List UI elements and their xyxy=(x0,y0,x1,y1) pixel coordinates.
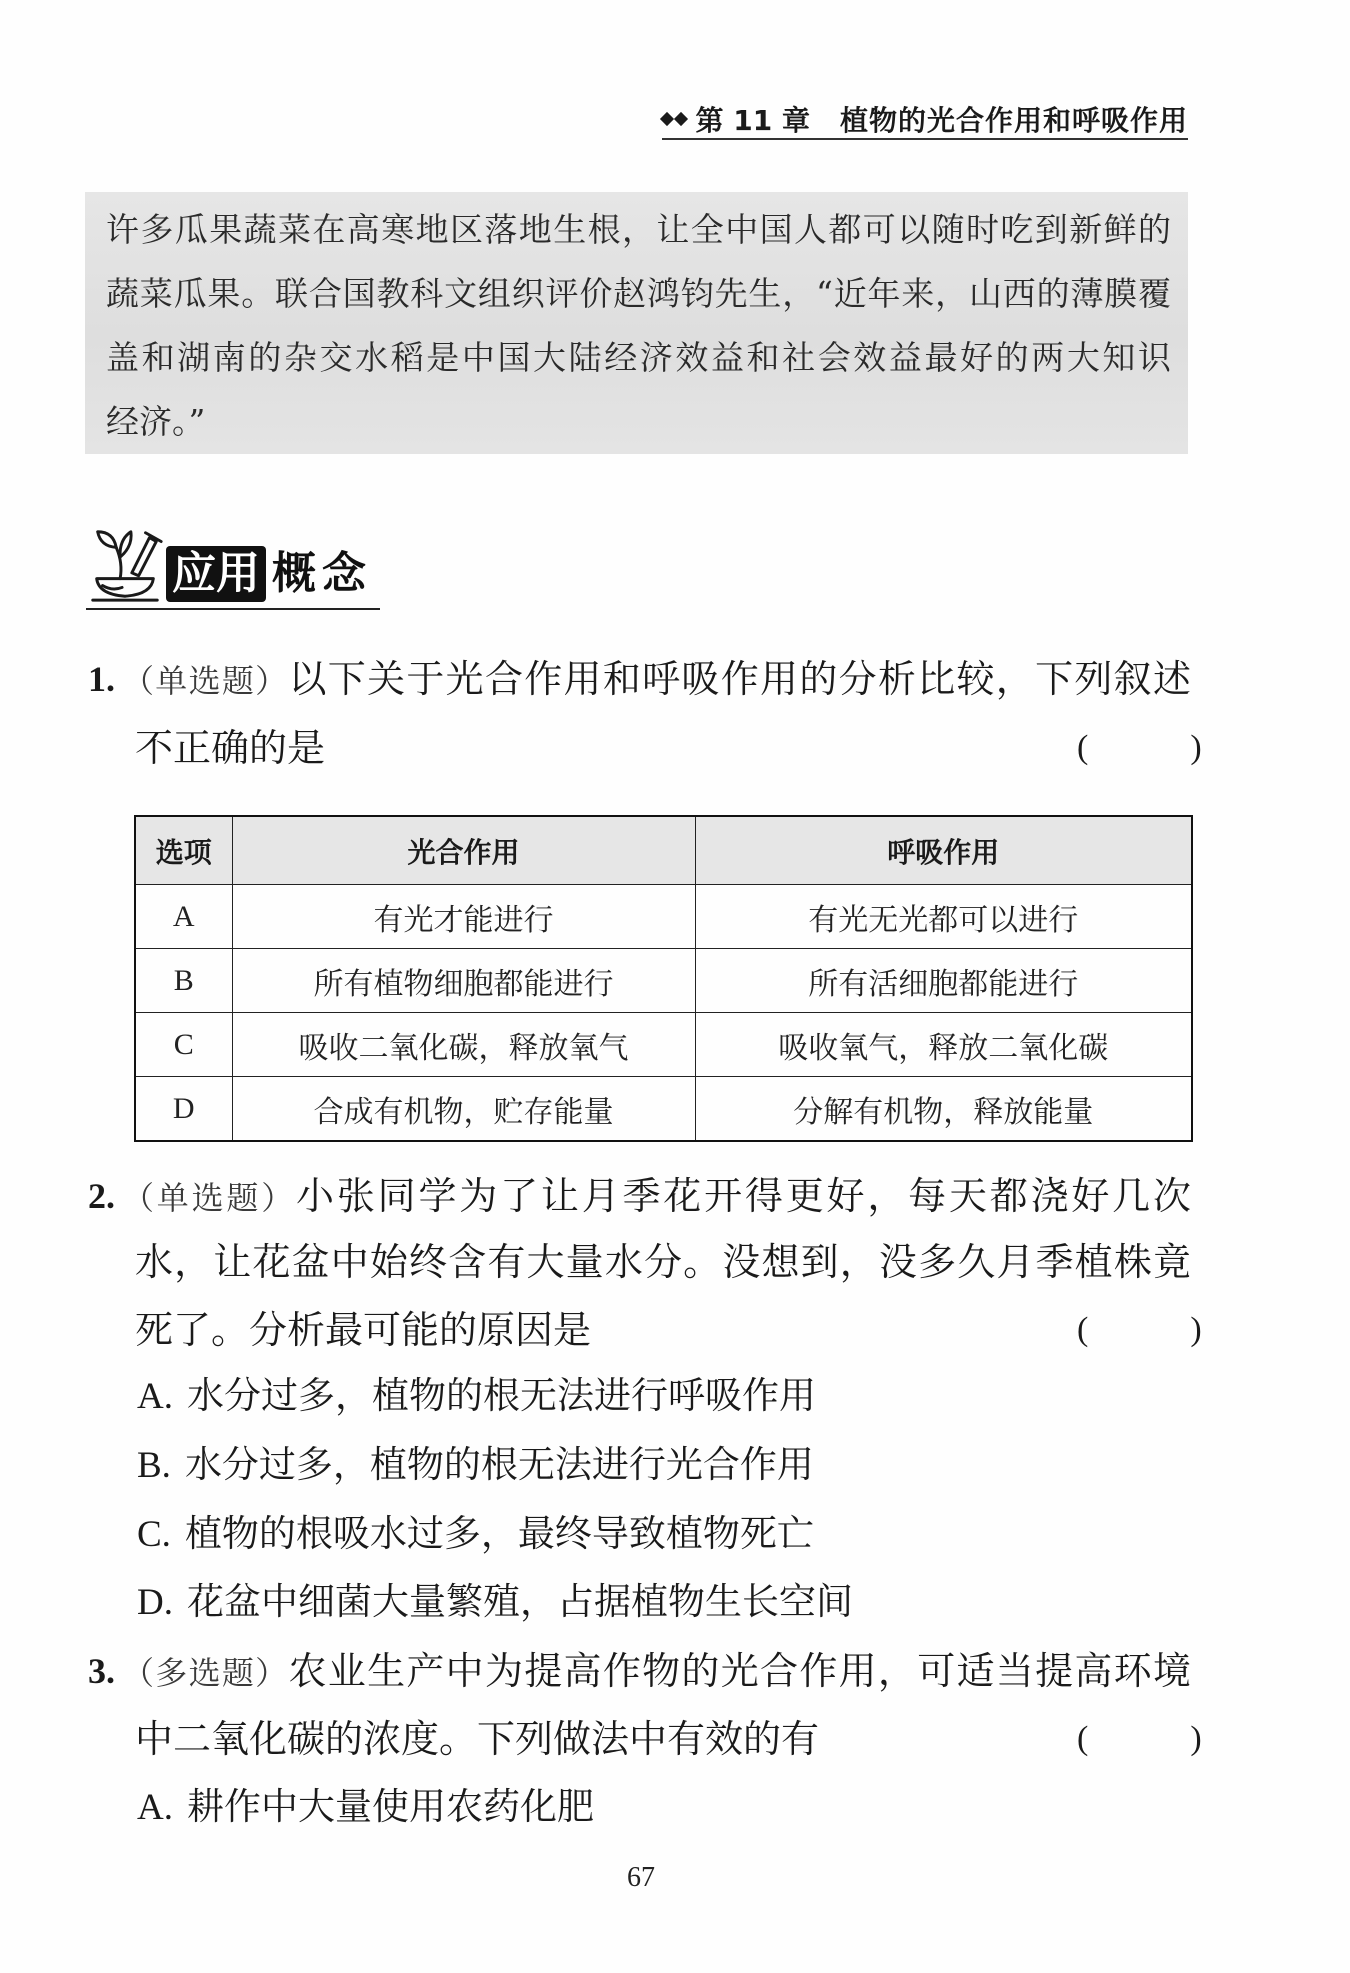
table-cell: D xyxy=(135,1077,232,1142)
option-text: 水分过多，植物的根无法进行光合作用 xyxy=(184,1443,814,1486)
answer-bracket: ( ) xyxy=(1077,729,1202,766)
question-line: 死了。分析最可能的原因是 xyxy=(135,1308,592,1352)
section-highlight: 应用 xyxy=(166,546,266,602)
option-label: D. xyxy=(137,1582,173,1623)
question-type: （单选题） xyxy=(122,662,289,700)
double-diamond-icon xyxy=(662,114,692,124)
option-d xyxy=(137,1568,853,1636)
table-cell: B xyxy=(135,949,232,1013)
option-text: 水分过多，植物的根无法进行呼吸作用 xyxy=(186,1374,816,1417)
table-row xyxy=(135,949,1192,1013)
question-text: 小张同学为了让月季花开得更好，每天都浇好几次 xyxy=(296,1174,1191,1218)
option-b xyxy=(137,1431,814,1499)
option-label: C. xyxy=(137,1514,171,1555)
intro-box xyxy=(85,192,1188,454)
option-text: 耕作中大量使用农药化肥 xyxy=(186,1785,594,1828)
answer-bracket: ( ) xyxy=(1077,1720,1202,1757)
column-header: 选项 xyxy=(135,816,232,885)
option-text: 花盆中细菌大量繁殖，占据植物生长空间 xyxy=(186,1580,853,1623)
plant-lab-icon xyxy=(86,522,164,606)
table-cell: 分解有机物，释放能量 xyxy=(695,1077,1192,1142)
table-header-row xyxy=(135,816,1192,885)
question-line xyxy=(122,645,1191,713)
question-number: 2. xyxy=(88,1176,115,1216)
option-label: A. xyxy=(137,1376,173,1417)
question-line: 中二氧化碳的浓度。下列做法中有效的有 xyxy=(135,1717,820,1761)
column-header: 光合作用 xyxy=(232,816,695,885)
table-row xyxy=(135,1013,1192,1077)
intro-line: 许多瓜果蔬菜在高寒地区落地生根，让全中国人都可以随时吃到新鲜的 xyxy=(106,210,1171,249)
page-number: 67 xyxy=(627,1862,655,1893)
question-line xyxy=(122,1637,1191,1705)
section-label: 概念 xyxy=(272,548,372,599)
section-title xyxy=(86,520,380,610)
table-cell: 合成有机物，贮存能量 xyxy=(232,1077,695,1142)
question-number: 1. xyxy=(88,659,115,699)
intro-line: 盖和湖南的杂交水稻是中国大陆经济效益和社会效益最好的两大知识 xyxy=(106,338,1171,377)
option-label: A. xyxy=(137,1787,173,1828)
question-number: 3. xyxy=(88,1651,115,1691)
intro-line: 经济。” xyxy=(106,402,206,441)
table-cell: 所有植物细胞都能进行 xyxy=(232,949,695,1013)
question-text: 以下关于光合作用和呼吸作用的分析比较，下列叙述 xyxy=(288,657,1191,701)
question-line: 水，让花盆中始终含有大量水分。没想到，没多久月季植株竟 xyxy=(135,1240,1191,1284)
table-row xyxy=(135,1077,1192,1142)
option-text: 植物的根吸水过多，最终导致植物死亡 xyxy=(184,1512,814,1555)
table-cell: 吸收二氧化碳，释放氧气 xyxy=(232,1013,695,1077)
column-header: 呼吸作用 xyxy=(695,816,1192,885)
option-c xyxy=(137,1500,814,1568)
option-label: B. xyxy=(137,1445,171,1486)
intro-line: 蔬菜瓜果。联合国教科文组织评价赵鸿钧先生，“近年来，山西的薄膜覆 xyxy=(106,274,1171,313)
answer-bracket: ( ) xyxy=(1077,1311,1202,1348)
question-line xyxy=(122,1162,1191,1230)
table-cell: 所有活细胞都能进行 xyxy=(695,949,1192,1013)
table-cell: A xyxy=(135,885,232,949)
table-row xyxy=(135,885,1192,949)
comparison-table xyxy=(134,815,1193,1142)
chapter-number: 第 11 章 xyxy=(695,104,810,137)
table-cell: C xyxy=(135,1013,232,1077)
option-a xyxy=(137,1362,816,1430)
table-cell: 有光才能进行 xyxy=(232,885,695,949)
table-cell: 有光无光都可以进行 xyxy=(695,885,1192,949)
option-a xyxy=(137,1773,594,1841)
chapter-title: 植物的光合作用和呼吸作用 xyxy=(839,104,1188,137)
table-cell: 吸收氧气，释放二氧化碳 xyxy=(695,1013,1192,1077)
question-text: 农业生产中为提高作物的光合作用，可适当提高环境 xyxy=(288,1649,1191,1693)
question-type: （单选题） xyxy=(122,1179,297,1217)
question-line: 不正确的是 xyxy=(135,726,326,770)
chapter-header xyxy=(662,100,1188,140)
question-type: （多选题） xyxy=(122,1654,289,1692)
